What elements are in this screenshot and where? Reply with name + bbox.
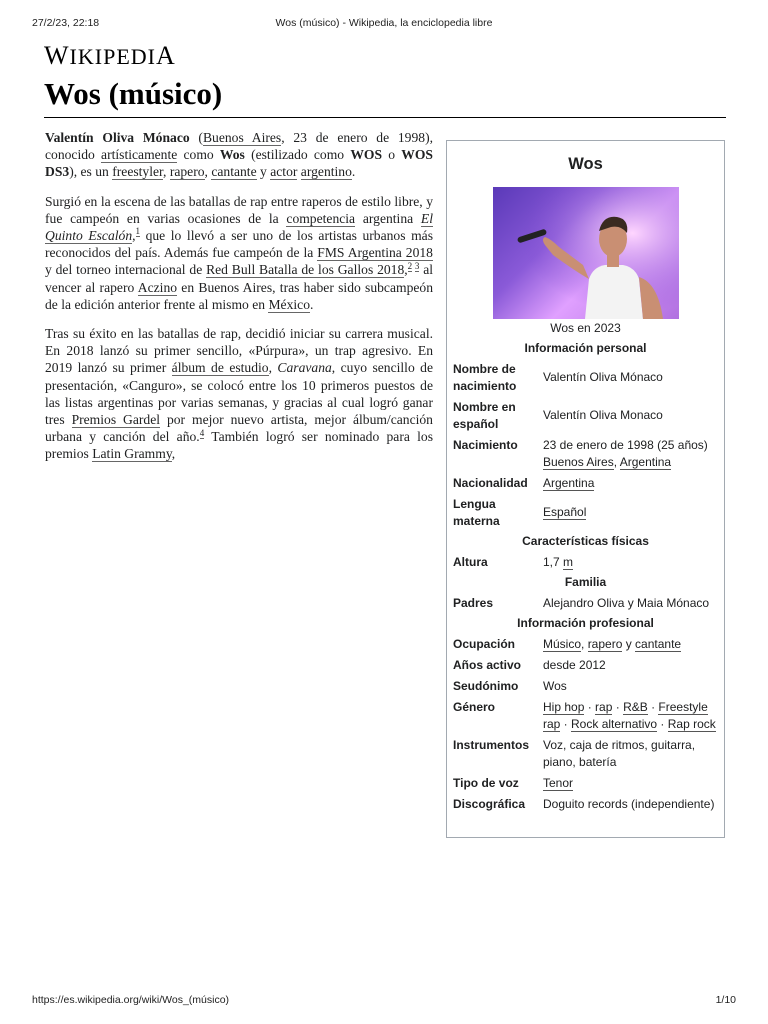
print-title: Wos (músico) - Wikipedia, la enciclopedia libre bbox=[275, 17, 493, 29]
link-competencia[interactable]: competencia bbox=[286, 210, 356, 226]
page-url: https://es.wikipedia.org/wiki/Wos_(músico) bbox=[32, 994, 230, 1006]
section-fisicas: Características físicas bbox=[522, 534, 649, 548]
link-rap-rock[interactable]: Rap rock bbox=[667, 717, 716, 731]
link-espanol[interactable]: Español bbox=[543, 505, 587, 519]
subject-name: Valentín Oliva Mónaco bbox=[45, 130, 190, 145]
link-hip-hop[interactable]: Hip hop bbox=[543, 700, 585, 714]
link-musico[interactable]: Músico bbox=[543, 637, 582, 651]
link-tenor[interactable]: Tenor bbox=[543, 776, 574, 790]
title-divider bbox=[44, 117, 726, 118]
print-header bbox=[32, 17, 736, 33]
paragraph-music: Tras su éxito en las batallas de rap, decidió iniciar su carrera musical. En 2018 lanzó su primer sencillo, «Púrpura», un trap agresivo. En 2019 lanzó su primer álbum de estudio, Caravana, cuyo sencillo de presentación, «Canguro», se colocó entre los 10 primeros puestos de las listas argentinas por varias semanas, y gracias al cual logró ganar tres Premios Gardel por mejor nuevo artista, mejor álbum/canción urbana y canción del año.$^4$ También logró ser nominado para los premios Latin Grammy, bbox=[45, 326, 434, 462]
section-personal: Información personal bbox=[524, 341, 647, 355]
row-discografica: Discográfica Doguito records (independiente) bbox=[453, 797, 715, 811]
reference-1[interactable]: 1 bbox=[135, 226, 141, 237]
link-album-de-estudio[interactable]: álbum de estudio bbox=[171, 360, 269, 376]
link-buenos-aires[interactable]: Buenos Aires bbox=[202, 130, 282, 145]
row-lengua-materna: Lengua materna Español bbox=[453, 497, 587, 528]
link-freestyler[interactable]: freestyler bbox=[112, 164, 164, 180]
artist-photo-illustration bbox=[493, 187, 679, 319]
reference-4[interactable]: 4 bbox=[199, 427, 205, 438]
link-mexico[interactable]: México bbox=[268, 296, 310, 312]
row-anios-activo: Años activo desde 2012 bbox=[453, 658, 606, 672]
article-body bbox=[45, 129, 433, 475]
row-nacionalidad: Nacionalidad Argentina bbox=[453, 476, 595, 490]
row-ocupacion: Ocupación Músico, rapero y cantante bbox=[453, 637, 682, 651]
link-rapero-infobox[interactable]: rapero bbox=[587, 637, 623, 651]
link-rock-alternativo[interactable]: Rock alternativo bbox=[571, 717, 658, 731]
row-nacimiento: Nacimiento 23 de enero de 1998 (25 años) Buenos Aires, Argentina bbox=[453, 438, 708, 469]
link-rapero[interactable]: rapero bbox=[169, 164, 205, 180]
print-footer bbox=[32, 994, 736, 1010]
link-argentina-infobox[interactable]: Argentina bbox=[619, 455, 672, 469]
link-cantante[interactable]: cantante bbox=[211, 164, 257, 180]
row-instrumentos: Instrumentos Voz, caja de ritmos, guitarra, piano, batería bbox=[453, 738, 696, 769]
link-nacionalidad[interactable]: Argentina bbox=[543, 476, 595, 490]
link-cantante-infobox[interactable]: cantante bbox=[635, 637, 682, 651]
link-metro[interactable]: m bbox=[563, 555, 574, 569]
link-aczino[interactable]: Aczino bbox=[137, 279, 178, 295]
link-buenos-aires-infobox[interactable]: Buenos Aires bbox=[543, 455, 614, 469]
infobox-title: Wos bbox=[568, 155, 603, 173]
wikipedia-logo[interactable]: WIKIPEDIA bbox=[44, 41, 176, 70]
link-artisticamente[interactable]: artísticamente bbox=[101, 147, 178, 163]
reference-3[interactable]: 3 bbox=[414, 260, 420, 271]
link-freestyle-rap[interactable]: Freestyle rap bbox=[543, 700, 708, 731]
page-number: 1/10 bbox=[715, 994, 736, 1006]
reference-2[interactable]: 2 bbox=[407, 260, 413, 271]
row-genero: Género Hip hop · rap · R&B · Freestyle rap · Rock alternativo · Rap rock bbox=[453, 700, 716, 731]
photo-caption: Wos en 2023 bbox=[550, 321, 621, 335]
row-nombre-espanol: Nombre en español Valentín Oliva Monaco bbox=[453, 400, 663, 431]
page-title: Wos (músico) bbox=[44, 76, 223, 111]
paragraph-intro: Valentín Oliva Mónaco (Buenos Aires, 23 de enero de 1998), conocido artísticamente como Wos (estilizado como WOS o WOS DS3), es un freestyler, rapero, cantante y actor argentino. bbox=[45, 130, 433, 180]
link-actor[interactable]: actor bbox=[270, 164, 298, 180]
row-seudonimo: Seudónimo Wos bbox=[453, 679, 567, 693]
link-premios-gardel[interactable]: Premios Gardel bbox=[71, 412, 161, 428]
link-fms-argentina-2018[interactable]: FMS Argentina 2018 bbox=[317, 245, 433, 261]
link-red-bull-batalla[interactable]: Red Bull Batalla de los Gallos 2018 bbox=[206, 262, 405, 278]
row-tipo-voz: Tipo de voz Tenor bbox=[453, 776, 574, 790]
section-familia: Familia bbox=[564, 575, 607, 589]
link-argentino[interactable]: argentino bbox=[300, 164, 352, 180]
infobox bbox=[446, 140, 725, 838]
link-rap[interactable]: rap bbox=[595, 700, 613, 714]
row-padres: Padres Alejandro Oliva y Maia Mónaco bbox=[453, 596, 710, 610]
link-rnb[interactable]: R&B bbox=[623, 700, 648, 714]
paragraph-career: Surgió en la escena de las batallas de rap entre raperos de estilo libre, y fue campeón en varias ocasiones de la competencia argentina El Quinto Escalón,$^1$ que lo llevó a ser uno de los artistas urbanos más reconocidos del país. Además fue campeón de la FMS Argentina 2018 y del torneo internacional de Red Bull Batalla de los Gallos 2018,$^{2 3}$ al vencer al rapero Aczino en Buenos Aires, tras haber sido subcampeón de la edición anterior frente al mismo en México. bbox=[45, 193, 434, 312]
artist-photo[interactable] bbox=[493, 187, 679, 319]
print-date: 27/2/23, 22:18 bbox=[32, 17, 100, 29]
link-el-quinto-escalon[interactable]: El Quinto Escalón bbox=[45, 210, 433, 244]
row-altura: Altura 1,7 m bbox=[453, 555, 574, 569]
section-profesional: Información profesional bbox=[517, 616, 654, 630]
row-nombre-nacimiento: Nombre de nacimiento Valentín Oliva Mónaco bbox=[453, 362, 663, 393]
link-latin-grammy[interactable]: Latin Grammy bbox=[92, 446, 172, 462]
